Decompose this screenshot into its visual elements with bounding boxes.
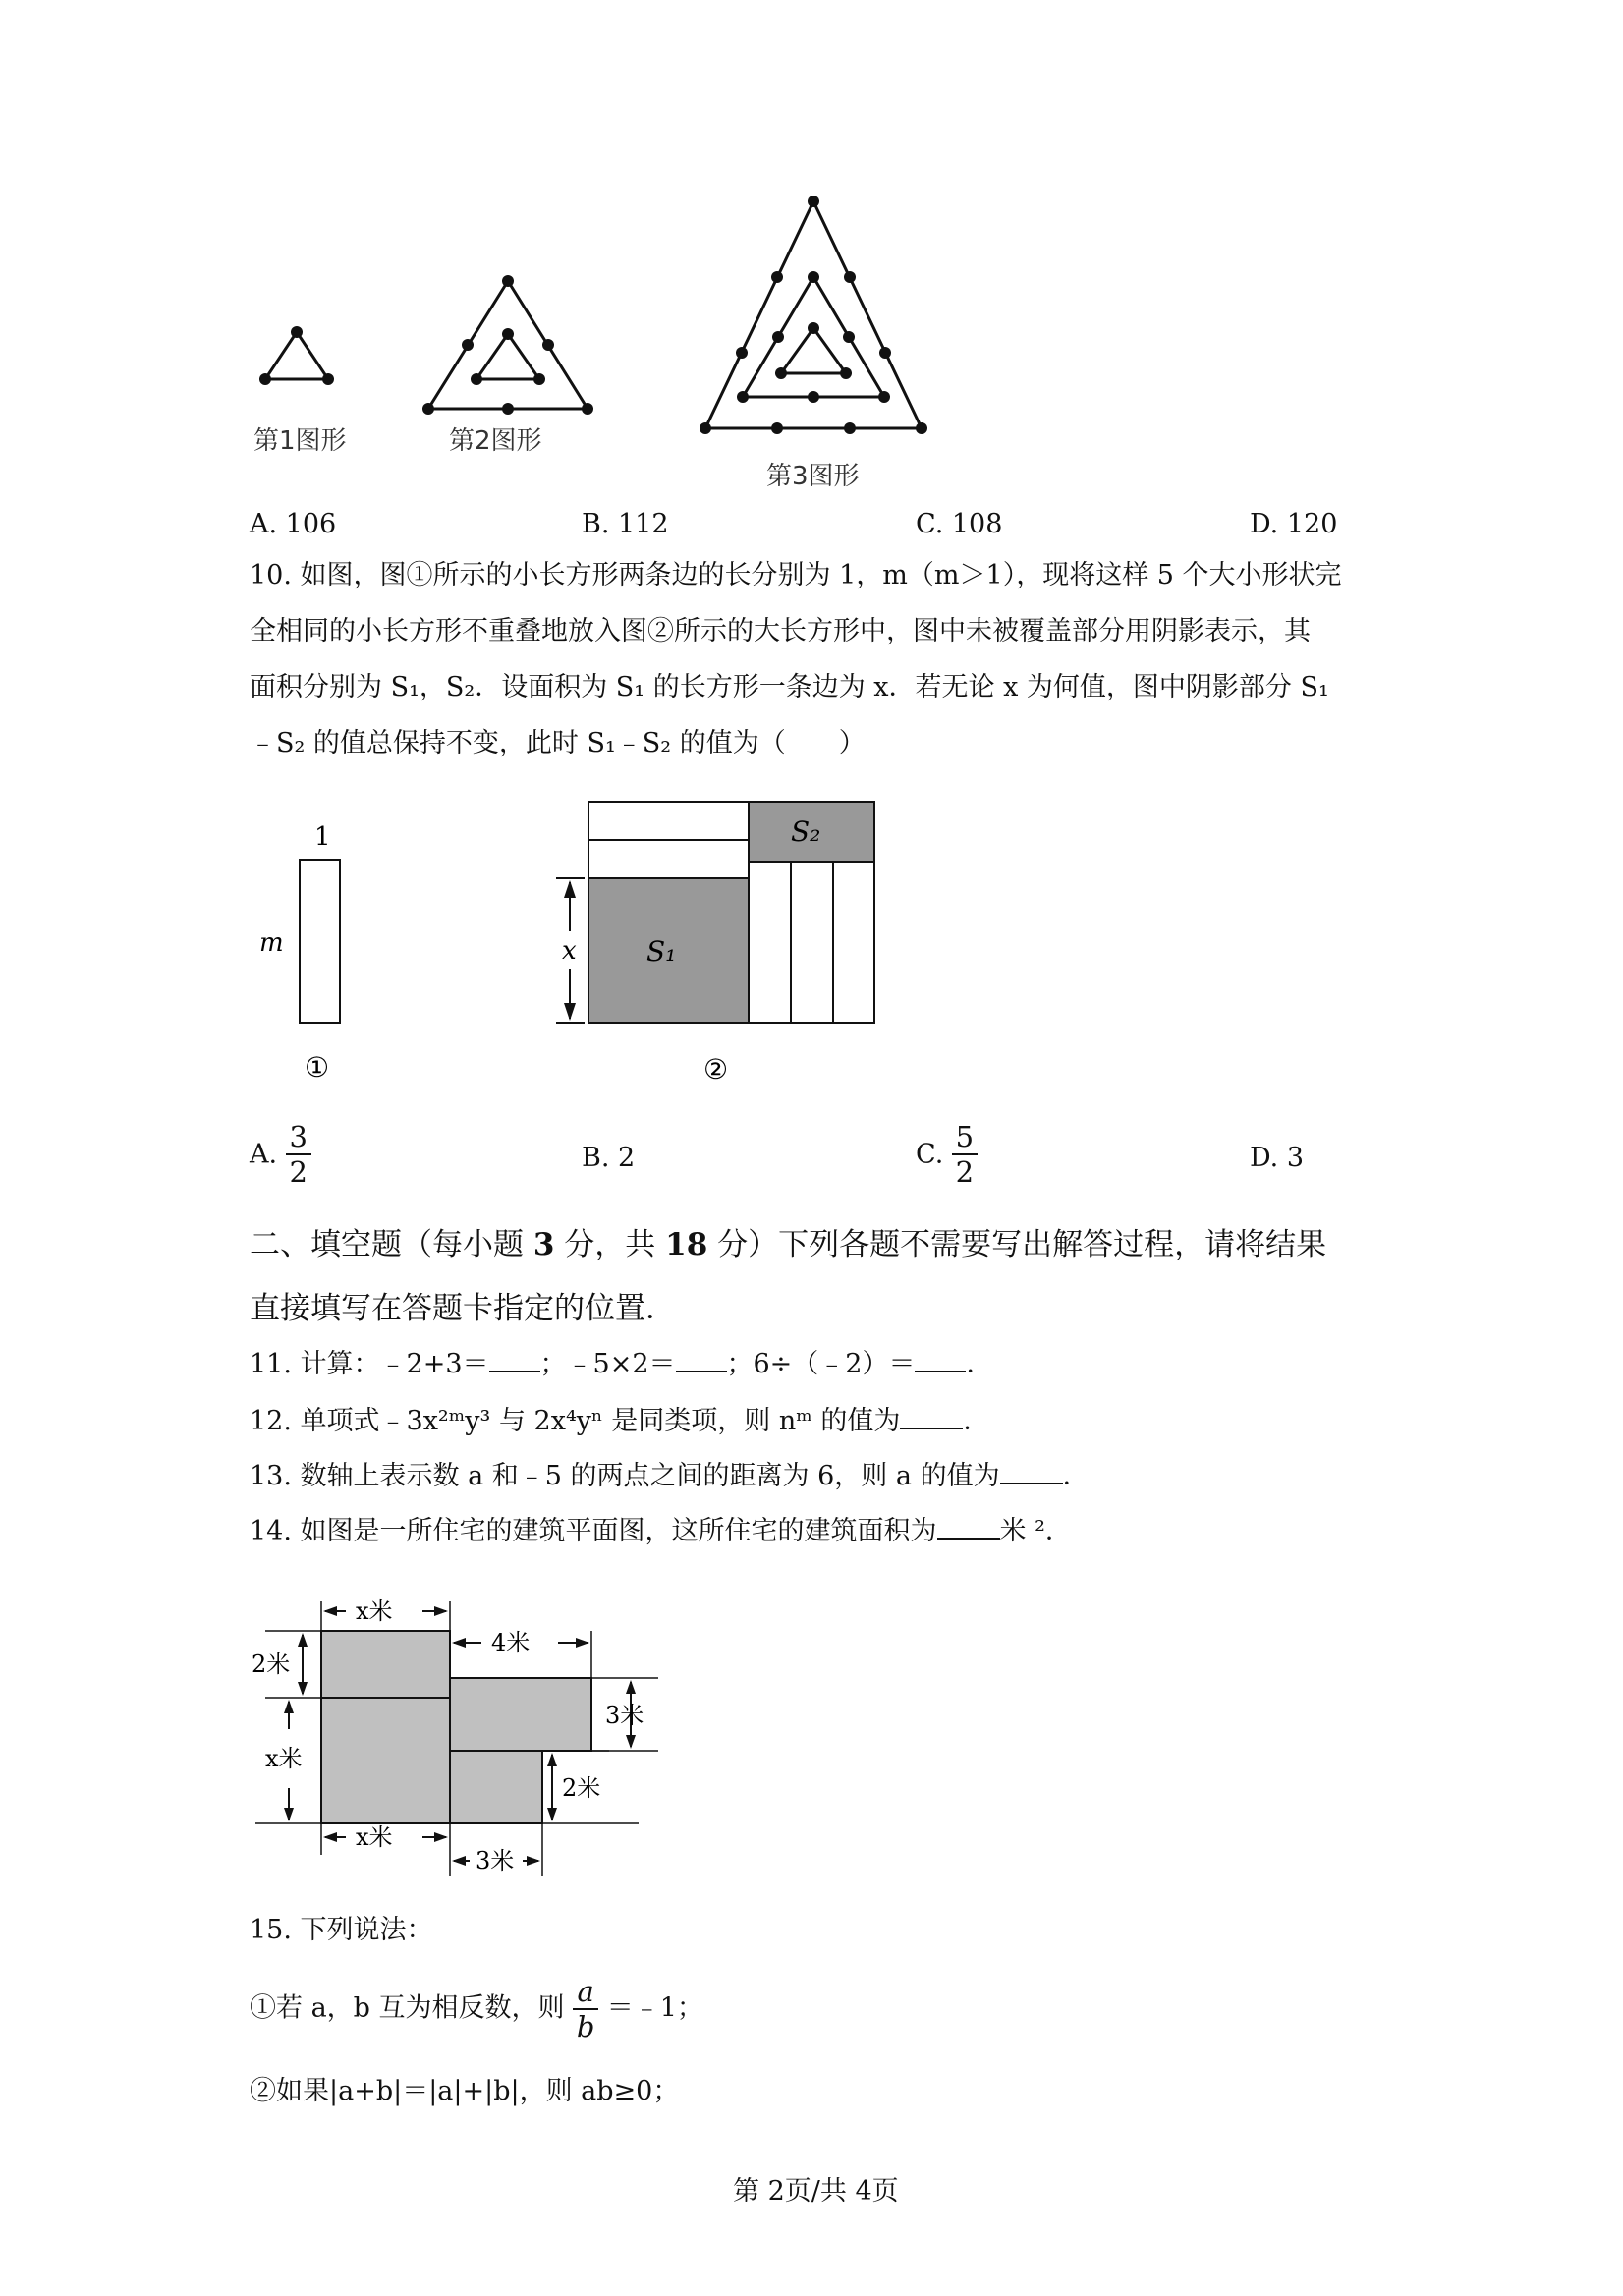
q14-label-four: 4米 xyxy=(491,1629,531,1656)
q14-floor-plan xyxy=(246,1582,678,1896)
q10-fig2-s1-label: S₁ xyxy=(646,935,677,968)
figure-2-label: 第2图形 xyxy=(449,426,542,456)
q9-option-c: C. 108 xyxy=(916,509,1003,539)
q15-item-2: ②如果|a+b|＝|a|+|b|，则 ab≥0； xyxy=(250,2076,680,2106)
q10-line-1 xyxy=(250,557,1342,594)
q14: 14. 如图是一所住宅的建筑平面图，这所住宅的建筑面积为 米 ²． xyxy=(250,1516,1072,1546)
q10-option-c: C. $\frac{5}{2}$ xyxy=(916,1120,978,1189)
q14-label-x-left: x米 xyxy=(265,1745,303,1772)
q14-label-x-bottom: x米 xyxy=(356,1823,393,1851)
q10-figure-2 xyxy=(540,794,894,1098)
q10-fig1-side-label: m xyxy=(259,928,284,958)
q11: 11. 计算：﹣2+3＝ ；﹣5×2＝ ；6÷（﹣2）＝ ． xyxy=(250,1349,993,1379)
q10-text-1: 如图，图①所示的小长方形两条边的长分别为 1，m（m＞1），现将这样 5 个大小形状完 xyxy=(300,560,1342,590)
q13-blank xyxy=(1000,1459,1063,1484)
figure-1-label: 第1图形 xyxy=(253,426,347,456)
q14-label-three-bottom: 3米 xyxy=(476,1847,515,1875)
q14-blank xyxy=(937,1514,1000,1540)
q10-fig1-top-label: 1 xyxy=(314,822,331,852)
q11-blank-3 xyxy=(915,1347,966,1372)
q10-fig2-x-label: x xyxy=(562,936,577,966)
q9-option-d: D. 120 xyxy=(1250,509,1338,539)
q11-blank-1 xyxy=(489,1347,540,1372)
q15-item-1-fraction: $\frac{a}{b}$ xyxy=(573,1975,598,2044)
q13: 13. 数轴上表示数 a 和﹣5 的两点之间的距离为 6，则 a 的值为 ． xyxy=(250,1461,1090,1491)
section-2-heading-line-2: 直接填写在答题卡指定的位置． xyxy=(250,1291,676,1326)
section-2-heading-line-1: 二、填空题（每小题 3 分，共 18 分）下列各题不需要写出解答过程，请将结果 xyxy=(250,1227,1327,1262)
q12-blank xyxy=(900,1404,963,1429)
q10-figure-1 xyxy=(246,815,364,1091)
q14-label-two-right: 2米 xyxy=(562,1774,601,1802)
q10-fig2-caption: ② xyxy=(703,1053,729,1086)
q10-option-c-fraction: $\frac{5}{2}$ xyxy=(952,1120,978,1189)
q10-fig1-caption: ① xyxy=(305,1051,330,1084)
figure-3-label: 第3图形 xyxy=(766,462,860,491)
q10-option-a-fraction: $\frac{3}{2}$ xyxy=(286,1120,311,1189)
q11-blank-2 xyxy=(676,1347,727,1372)
q9-option-a: A. 106 xyxy=(250,509,337,539)
q14-label-x-top: x米 xyxy=(356,1597,393,1625)
q10-line-2: 全相同的小长方形不重叠地放入图②所示的大长方形中，图中未被覆盖部分用阴影表示，其 xyxy=(250,616,1311,646)
q15-title: 15. 下列说法： xyxy=(250,1915,433,1945)
q10-option-d: D. 3 xyxy=(1250,1143,1305,1173)
q12: 12. 单项式﹣3x²ᵐy³ 与 2x⁴yⁿ 是同类项，则 nᵐ 的值为 ． xyxy=(250,1406,990,1436)
q10-option-b: B. 2 xyxy=(582,1143,636,1173)
q10-option-a: A. $\frac{3}{2}$ xyxy=(250,1120,311,1189)
q10-fig2-s2-label: S₂ xyxy=(791,815,821,848)
q15-item-1: ①若 a，b 互为相反数，则 $\frac{a}{b}$ ＝﹣1； xyxy=(250,1975,703,2044)
q9-option-b: B. 112 xyxy=(582,509,669,539)
q10-number: 10. xyxy=(250,560,292,590)
q14-label-two-left: 2米 xyxy=(252,1651,291,1678)
page-footer: 第 2页/共 4页 xyxy=(733,2176,899,2207)
q10-line-4: ﹣S₂ 的值总保持不变，此时 S₁﹣S₂ 的值为（ ） xyxy=(250,728,866,758)
triangle-pattern-figure xyxy=(236,187,982,501)
q10-line-3: 面积分别为 S₁，S₂．设面积为 S₁ 的长方形一条边为 x．若无论 x 为何值，图中阴影部分 S₁ xyxy=(250,672,1329,702)
q14-label-three-right: 3米 xyxy=(605,1702,644,1729)
